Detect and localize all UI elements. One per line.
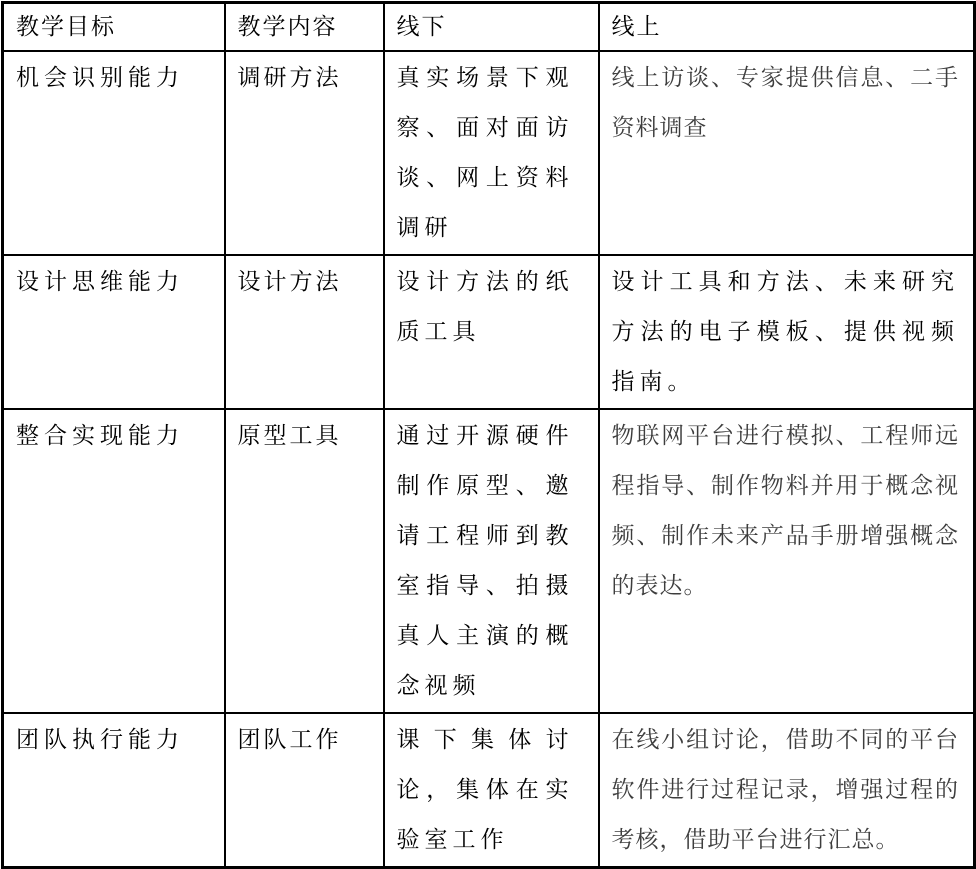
cell-content: 调研方法 <box>225 51 384 255</box>
cell-objective: 团队执行能力 <box>3 713 225 868</box>
table-row <box>3 255 975 409</box>
cell-objective: 整合实现能力 <box>3 409 225 713</box>
column-header-online: 线上 <box>599 3 975 52</box>
cell-online: 设计工具和方法、未来研究方法的电子模板、提供视频指南。 <box>599 255 975 409</box>
cell-content: 团队工作 <box>225 713 384 868</box>
column-header-offline: 线下 <box>384 3 599 52</box>
cell-online: 在线小组讨论，借助不同的平台软件进行过程记录，增强过程的考核，借助平台进行汇总。 <box>599 713 975 868</box>
table-row <box>3 713 975 868</box>
column-header-objective: 教学目标 <box>3 3 225 52</box>
cell-content: 设计方法 <box>225 255 384 409</box>
cell-offline: 真实场景下观察、面对面访谈、网上资料调研 <box>384 51 599 255</box>
blended-teaching-table <box>1 1 976 869</box>
cell-content: 原型工具 <box>225 409 384 713</box>
cell-offline: 课下集体讨论，集体在实验室工作 <box>384 713 599 868</box>
table-row <box>3 51 975 255</box>
table-header-row <box>3 3 975 52</box>
cell-online: 物联网平台进行模拟、工程师远程指导、制作物料并用于概念视频、制作未来产品手册增强概念的表达。 <box>599 409 975 713</box>
cell-objective: 设计思维能力 <box>3 255 225 409</box>
cell-online: 线上访谈、专家提供信息、二手资料调查 <box>599 51 975 255</box>
table-row <box>3 409 975 713</box>
cell-offline: 设计方法的纸质工具 <box>384 255 599 409</box>
column-header-content: 教学内容 <box>225 3 384 52</box>
cell-objective: 机会识别能力 <box>3 51 225 255</box>
cell-offline: 通过开源硬件制作原型、邀请工程师到教室指导、拍摄真人主演的概念视频 <box>384 409 599 713</box>
